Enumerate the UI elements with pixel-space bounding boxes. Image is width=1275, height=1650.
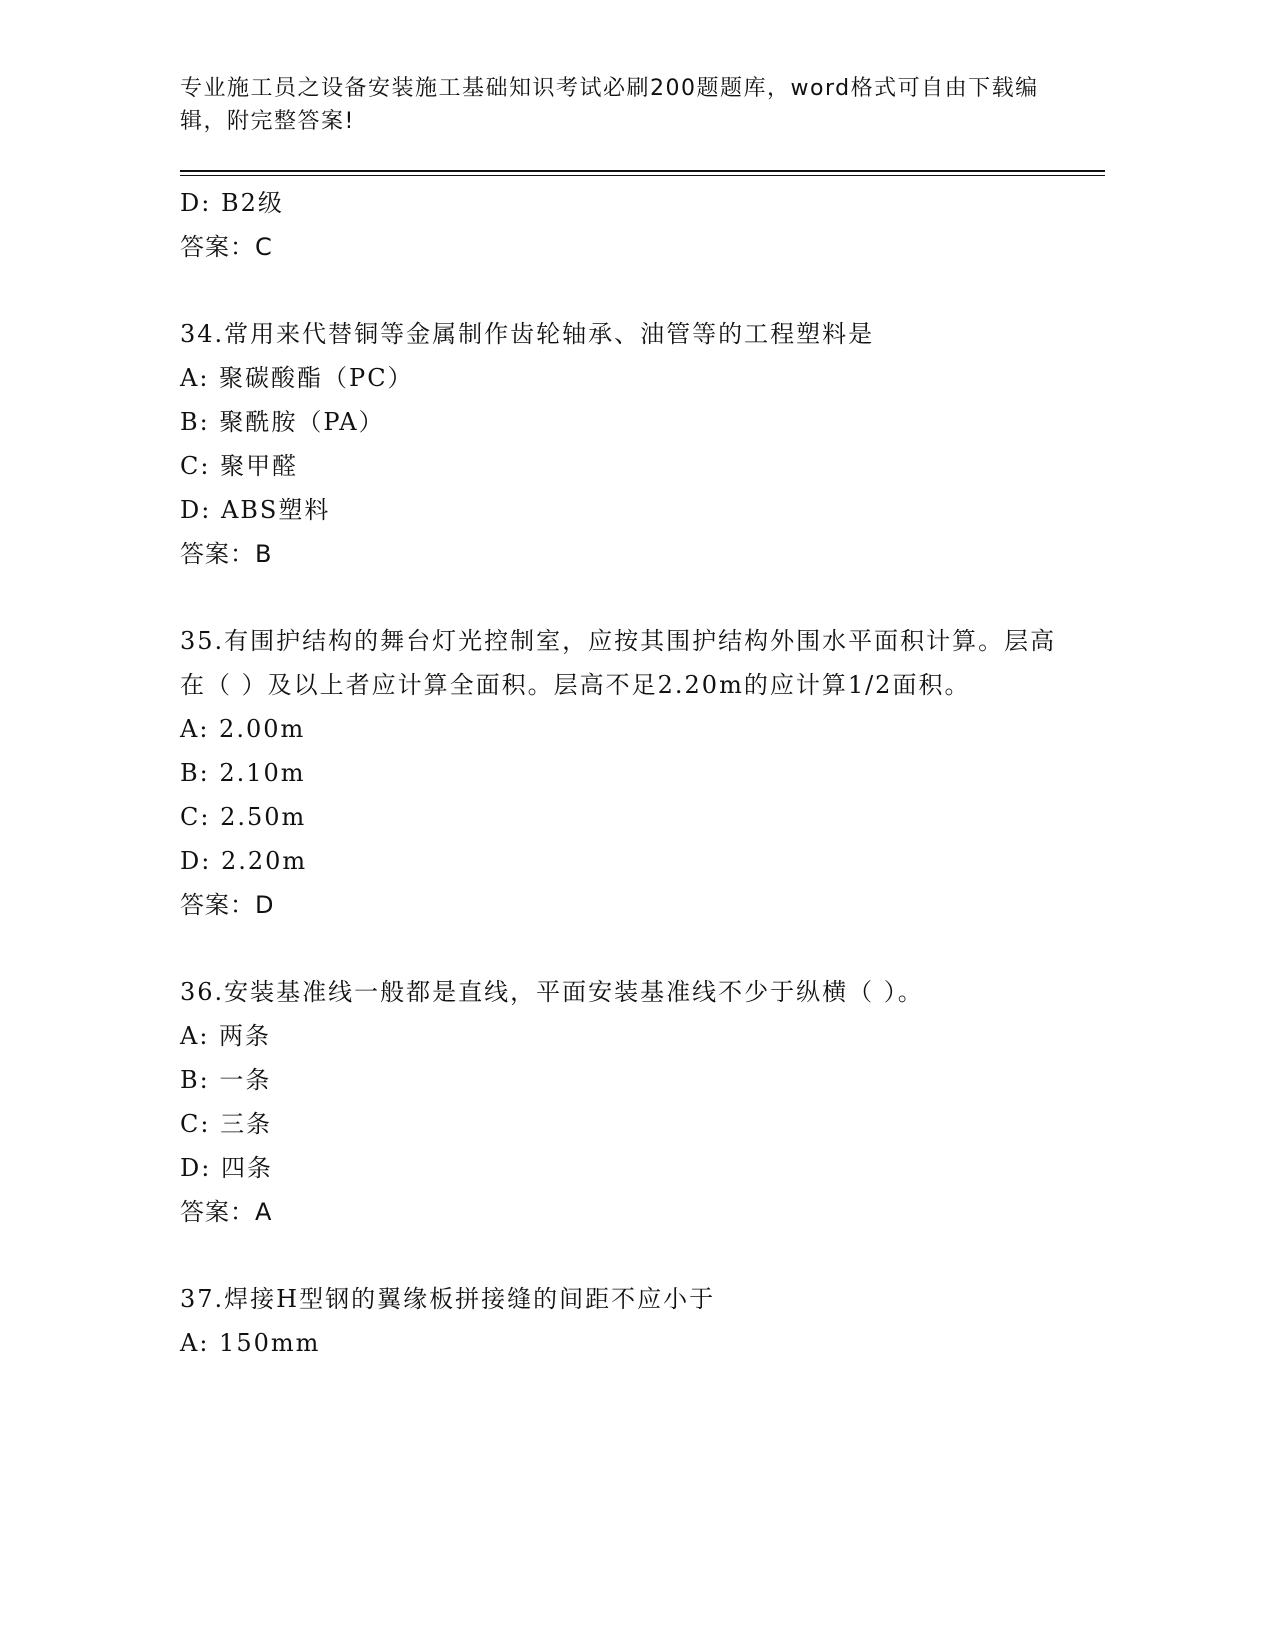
option-c: C: 2.50m	[180, 803, 307, 831]
page-header: 专业施工员之设备安装施工基础知识考试必刷200题题库，word格式可自由下载编辑，附完整答案!	[180, 76, 1039, 134]
option-d: D: 四条	[180, 1154, 273, 1182]
question-list	[180, 181, 1060, 1365]
question-36	[180, 970, 1060, 1234]
header-divider-thin	[180, 175, 1105, 176]
answer: 答案：A	[180, 1198, 273, 1226]
option-a: A: 2.00m	[180, 715, 306, 743]
answer: 答案：D	[180, 891, 275, 919]
option-b: B: 聚酰胺（PA）	[180, 408, 385, 436]
question-37	[180, 1277, 1060, 1365]
option-a: A: 两条	[180, 1022, 272, 1050]
answer: 答案：C	[180, 233, 273, 261]
question-34	[180, 312, 1060, 576]
option-b: B: 一条	[180, 1066, 272, 1094]
option-a: A: 聚碳酸酯（PC）	[180, 364, 414, 392]
option-d: D: 2.20m	[180, 847, 308, 875]
option-d: D: ABS塑料	[180, 496, 331, 524]
question-text: 34.常用来代替铜等金属制作齿轮轴承、油管等的工程塑料是	[180, 320, 875, 348]
answer: 答案：B	[180, 540, 273, 568]
option-c: C: 聚甲醛	[180, 452, 299, 480]
question-35	[180, 619, 1060, 927]
header-divider	[180, 170, 1105, 172]
option-b: B: 2.10m	[180, 759, 306, 787]
question-text: 35.有围护结构的舞台灯光控制室，应按其围护结构外围水平面积计算。层高在（ ）及以上者应计算全面积。层高不足2.20m的应计算1/2面积。	[180, 627, 1057, 699]
option-a: A: 150mm	[180, 1329, 321, 1357]
question-text: 36.安装基准线一般都是直线，平面安装基准线不少于纵横（ ）。	[180, 978, 924, 1006]
option-c: C: 三条	[180, 1110, 273, 1138]
option-d: D: B2级	[180, 189, 284, 217]
question-text: 37.焊接H型钢的翼缘板拼接缝的间距不应小于	[180, 1285, 716, 1313]
